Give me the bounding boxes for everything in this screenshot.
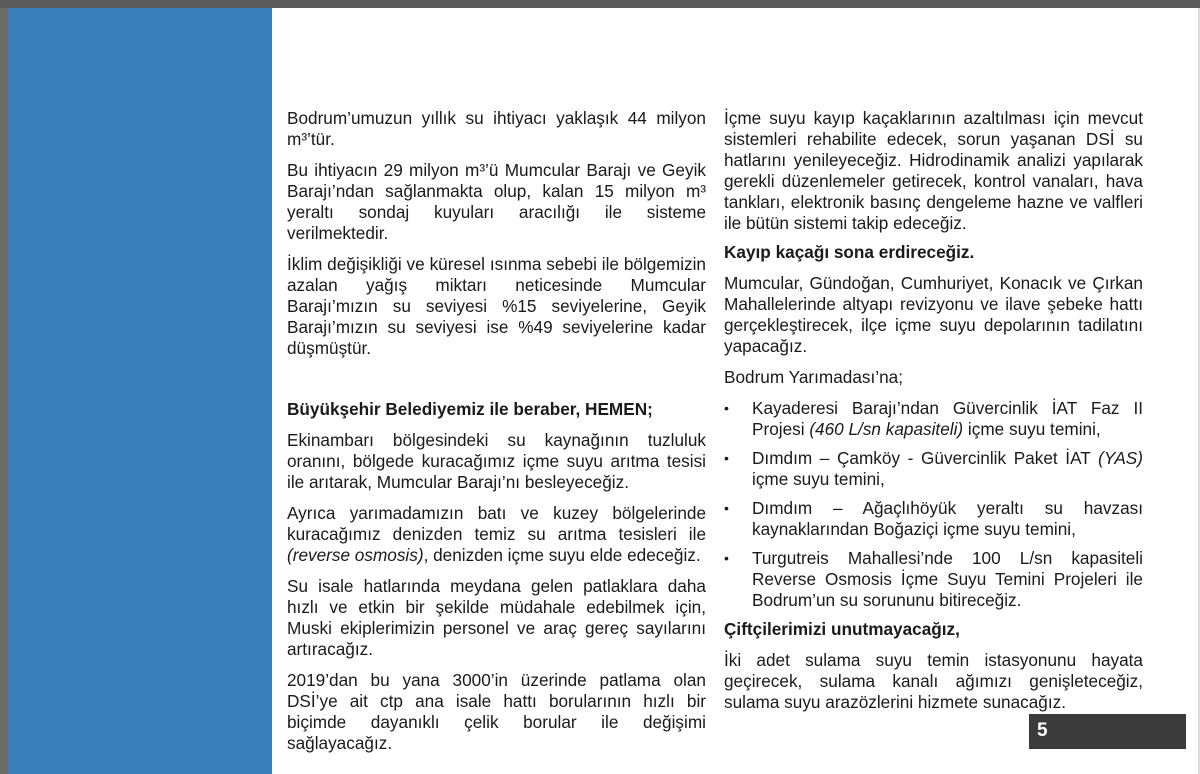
paragraph-dsi-pipes: 2019’dan bu yana 3000’in üzerinde patlama olan DSİ’ye ait ctp ana isale hattı borularının hızlı bir biçimde dayanıklı çelik borular ile değişimi sağlayacağız. bbox=[287, 670, 706, 753]
bullet-icon: • bbox=[724, 550, 729, 566]
list-item bbox=[724, 498, 1143, 540]
blue-side-band bbox=[8, 8, 272, 774]
paragraph-peninsula: Bodrum Yarımadası’na; bbox=[724, 367, 903, 387]
paragraph-irrigation: İki adet sulama suyu temin istasyonunu hayata geçirecek, sulama kanalı ağımızı genişleteceğiz, sulama suyu arazözlerini hizmete sunacağız. bbox=[724, 650, 1143, 712]
page-number: 5 bbox=[1037, 720, 1048, 741]
list-item bbox=[724, 448, 1143, 490]
right-column bbox=[724, 108, 1143, 723]
heading-metropolitan: Büyükşehir Belediyemiz ile beraber, HEMEN; bbox=[287, 399, 653, 419]
paragraph-climate: İklim değişikliği ve küresel ısınma sebebi ile bölgemizin azalan yağış miktarı neticesinde Mumcular Barajı’mızın su seviyesi %15 seviyelerine, Geyik Barajı’mızın su seviyesi ise %49 seviyelerine kadar düşmüştür. bbox=[287, 254, 706, 358]
bullet-italic: (460 L/sn kapasiteli) bbox=[809, 419, 964, 439]
page-number-box bbox=[1029, 714, 1186, 749]
list-item bbox=[724, 548, 1143, 611]
paragraph-infrastructure: Mumcular, Gündoğan, Cumhuriyet, Konacık ve Çırkan Mahallelerinde altyapı revizyonu ve ilave şebeke hattı gerçekleştirecek, ilçe içme suyu depolarının tadilatını yapacağız. bbox=[724, 273, 1143, 356]
spacer bbox=[287, 369, 706, 399]
bullet-icon: • bbox=[724, 500, 729, 516]
bullet-icon: • bbox=[724, 450, 729, 466]
heading-farmers: Çiftçilerimizi unutmayacağız, bbox=[724, 619, 960, 639]
bullet-text: Kayaderesi Barajı’ndan Güvercinlik İAT Faz II Projesi bbox=[752, 398, 1143, 439]
bullet-icon: • bbox=[724, 400, 729, 416]
reverse-osmosis-italic: (reverse osmosis) bbox=[287, 545, 424, 565]
desalination-text: Ayrıca yarımadamızın batı ve kuzey bölgelerinde kuracağımız denizden temiz su arıtma tesisleri ile bbox=[287, 503, 706, 544]
top-bar bbox=[0, 0, 1200, 8]
paragraph-desalination bbox=[287, 503, 706, 566]
left-column bbox=[287, 108, 706, 764]
desalination-text-end: , denizden içme suyu elde edeceğiz. bbox=[423, 545, 701, 565]
bullet-text: Turgutreis Mahallesi’nde 100 L/sn kapasiteli Reverse Osmosis İçme Suyu Temini Projeleri ile Bodrum’un su sorununu bitireceğiz. bbox=[752, 548, 1143, 610]
left-edge bbox=[0, 8, 8, 774]
list-item bbox=[724, 398, 1143, 440]
paragraph-sources: Bu ihtiyacın 29 milyon m³’ü Mumcular Barajı ve Geyik Barajı’ndan sağlanmakta olup, kalan 15 milyon m³ yeraltı sondaj kuyuları aracılığı ile sisteme verilmektedir. bbox=[287, 160, 706, 243]
heading-leak: Kayıp kaçağı sona erdireceğiz. bbox=[724, 242, 975, 262]
paragraph-leak-rehab: İçme suyu kayıp kaçaklarının azaltılması için mevcut sistemleri rehabilite edecek, sorun yaşanan DSİ su hatlarını yenileyeceğiz. Hidrodinamik analizi yapılarak gerekli düzenlemeler getirecek, kontrol vanaları, hava tankları, elektronik basınç dengeleme hazne ve valfleri ile bütün sistemi takip edeceğiz. bbox=[724, 108, 1143, 233]
bullet-text: Dımdım – Ağaçlıhöyük yeraltı su havzası kaynaklarından Boğaziçi içme suyu temini, bbox=[752, 498, 1143, 539]
bullet-list bbox=[724, 398, 1143, 611]
paragraph-annual-need: Bodrum’umuzun yıllık su ihtiyacı yaklaşık 44 milyon m³’tür. bbox=[287, 108, 706, 149]
paragraph-muski: Su isale hatlarında meydana gelen patlaklara daha hızlı ve etkin bir şekilde müdahale edebilmek için, Muski ekiplerimizin personel ve araç gereç sayılarını artıracağız. bbox=[287, 576, 706, 659]
bullet-text-end: içme suyu temini, bbox=[752, 469, 885, 489]
bullet-text: Dımdım – Çamköy - Güvercinlik Paket İAT bbox=[752, 448, 1099, 468]
bullet-italic: (YAS) bbox=[1098, 448, 1143, 468]
paragraph-ekinambari: Ekinambarı bölgesindeki su kaynağının tuzluluk oranını, bölgede kuracağımız içme suyu arıtma tesisi ile arıtarak, Mumcular Barajı’nı besleyeceğiz. bbox=[287, 430, 706, 492]
bullet-text-end: içme suyu temini, bbox=[963, 419, 1101, 439]
